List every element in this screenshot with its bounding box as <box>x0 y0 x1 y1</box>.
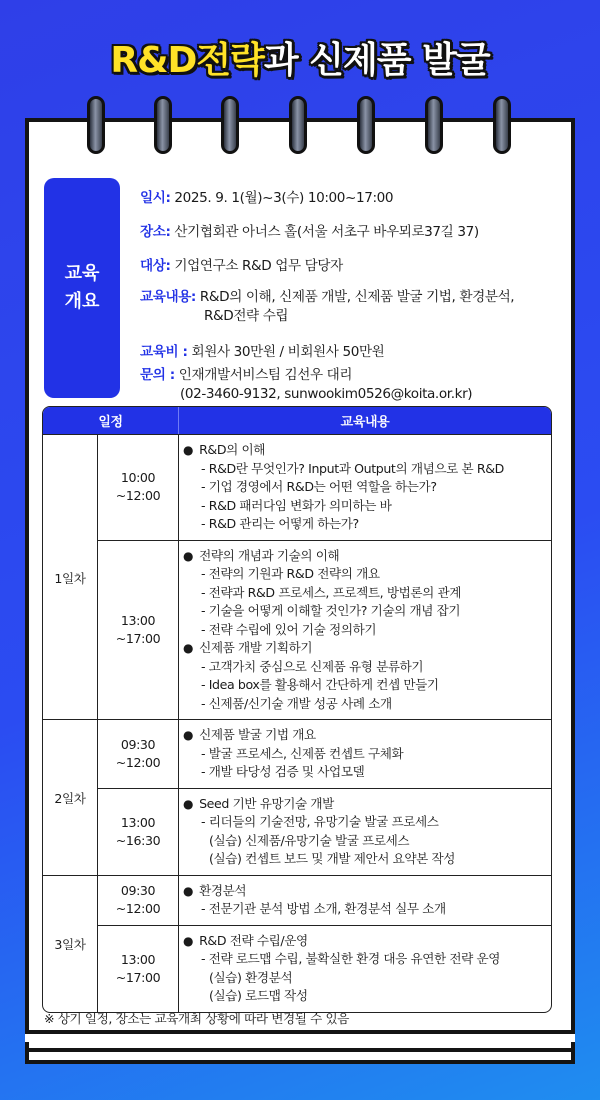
content-cell <box>179 719 551 788</box>
info-date-key: 일시: <box>140 190 171 206</box>
day-cell: 2일차 <box>43 719 98 875</box>
info-content-key: 교육내용: <box>140 289 196 305</box>
time-cell <box>98 719 179 788</box>
time-end: ~17:00 <box>115 630 161 646</box>
binder-ring-icon <box>425 96 443 154</box>
title-rest: 과 신제품 발굴 <box>263 40 490 81</box>
sub-item: - R&D 관리는 어떻게 하는가? <box>201 516 359 531</box>
header-schedule: 일정 <box>43 407 179 434</box>
sub-item: - 개발 타당성 검증 및 사업모델 <box>201 764 365 779</box>
overview-label-line2: 개요 <box>64 291 100 312</box>
sub-item: (실습) 컨셉트 보드 및 개발 제안서 요약본 작성 <box>209 851 456 866</box>
sub-item: - 전문기관 분석 방법 소개, 환경분석 실무 소개 <box>201 901 446 916</box>
sub-item: (실습) 환경분석 <box>209 969 293 985</box>
sub-item: - 리더들의 기술전망, 유망기술 발굴 프로세스 <box>201 814 439 829</box>
schedule-header-row <box>43 407 551 434</box>
info-fee-value: 회원사 30만원 / 비회원사 50만원 <box>187 344 385 360</box>
sub-item: - 고객가치 중심으로 신제품 유형 분류하기 <box>201 658 424 674</box>
time-cell <box>98 875 179 925</box>
notepad-page-edge-2 <box>25 1048 575 1052</box>
info-contact-value-1: 인재개발서비스팀 김선우 대리 <box>174 367 353 383</box>
bullet-item: ● 신제품 개발 기획하기 <box>183 639 543 658</box>
info-contact-value-2: (02-3460-9132, sunwookim0526@koita.or.kr) <box>180 386 473 402</box>
time-end: ~12:00 <box>115 901 161 916</box>
footnote: ※ 상기 일정, 장소는 교육개최 상황에 따라 변경될 수 있음 <box>44 1011 350 1026</box>
binder-ring-icon <box>154 96 172 154</box>
sub-item: - 전략과 R&D 프로세스, 프로젝트, 방법론의 관계 <box>201 584 462 600</box>
time-end: ~12:00 <box>115 488 161 504</box>
content-cell <box>179 925 551 1012</box>
content-cell <box>179 875 551 925</box>
sub-item: - 신제품/신기술 개발 성공 사례 소개 <box>201 695 392 711</box>
info-place-value: 산기협회관 아너스 홀(서울 서초구 바우뫼로37길 37) <box>170 224 479 240</box>
bullet-item: ● 신제품 발굴 기법 개요 <box>183 726 543 745</box>
table-row <box>43 925 551 1012</box>
info-contact <box>140 366 472 404</box>
notepad-page-edge <box>25 1030 575 1042</box>
schedule-table <box>42 406 552 1013</box>
sub-item: (실습) 로드맵 작성 <box>209 988 308 1003</box>
binder-ring-icon <box>87 96 105 154</box>
sub-item: - 전략 로드맵 수립, 불확실한 환경 대응 유연한 전략 운영 <box>201 951 501 966</box>
info-contact-key: 문의 : <box>140 367 175 383</box>
day-cell: 1일차 <box>43 434 98 719</box>
time-start: 13:00 <box>120 612 156 628</box>
bullet-item: ● Seed 기반 유망기술 개발 <box>183 795 543 814</box>
sub-item: - 전략의 기원과 R&D 전략의 개요 <box>201 566 380 581</box>
content-cell <box>179 540 551 720</box>
content-cell <box>179 434 551 540</box>
info-date <box>140 186 393 206</box>
sub-item: - 기술을 어떻게 이해할 것인가? 기술의 개념 잡기 <box>201 603 461 618</box>
time-start: 13:00 <box>120 951 156 967</box>
bullet-item: ● R&D 전략 수립/운영 <box>183 932 543 951</box>
binder-ring-icon <box>357 96 375 154</box>
info-place-key: 장소: <box>140 224 171 240</box>
page-title <box>0 32 600 83</box>
day-cell: 3일차 <box>43 875 98 1012</box>
binder-ring-icon <box>221 96 239 154</box>
table-row <box>43 719 551 788</box>
table-row <box>43 540 551 720</box>
time-start: 09:30 <box>120 736 156 752</box>
sub-item: - R&D 패러다임 변화가 의미하는 바 <box>201 497 392 513</box>
overview-label-line1: 교육 <box>64 263 100 284</box>
time-end: ~16:30 <box>115 832 161 848</box>
time-start: 09:30 <box>120 883 156 898</box>
info-content-value-2: R&D전략 수립 <box>204 308 289 324</box>
sub-item: - 전략 수립에 있어 기술 정의하기 <box>201 621 377 637</box>
info-target <box>140 254 343 274</box>
table-row <box>43 434 551 540</box>
time-cell <box>98 925 179 1012</box>
time-cell <box>98 788 179 875</box>
binder-ring-icon <box>289 96 307 154</box>
info-target-key: 대상: <box>140 258 171 274</box>
content-cell <box>179 788 551 875</box>
time-start: 13:00 <box>120 814 156 830</box>
table-row <box>43 788 551 875</box>
info-fee-key: 교육비 : <box>140 344 188 360</box>
sub-item: - Idea box를 활용해서 간단하게 컨셉 만들기 <box>201 677 439 692</box>
sub-item: (실습) 신제품/유망기술 발굴 프로세스 <box>209 832 410 848</box>
sub-item: - 발굴 프로세스, 신제품 컨셉트 구체화 <box>201 745 404 761</box>
table-row <box>43 875 551 925</box>
time-end: ~17:00 <box>115 969 161 985</box>
sub-item: - 기업 경영에서 R&D는 어떤 역할을 하는가? <box>201 479 437 494</box>
bullet-item: ● 전략의 개념과 기술의 이해 <box>183 547 543 566</box>
bullet-item: ● 환경분석 <box>183 882 543 901</box>
time-end: ~12:00 <box>115 754 161 770</box>
time-start: 10:00 <box>120 470 156 486</box>
info-fee <box>140 340 384 360</box>
time-cell <box>98 434 179 540</box>
bullet-item: ● R&D의 이해 <box>183 441 543 460</box>
title-highlight: R&D전략 <box>110 40 264 81</box>
sub-item: - R&D란 무엇인가? Input과 Output의 개념으로 본 R&D <box>201 460 504 476</box>
info-date-value: 2025. 9. 1(월)~3(수) 10:00~17:00 <box>170 190 394 206</box>
binder-ring-icon <box>493 96 511 154</box>
overview-label <box>44 178 120 398</box>
info-target-value: 기업연구소 R&D 업무 담당자 <box>170 258 343 274</box>
time-cell <box>98 540 179 720</box>
info-place <box>140 220 479 240</box>
header-content: 교육내용 <box>179 407 551 434</box>
info-content-value-1: R&D의 이해, 신제품 개발, 신제품 발굴 기법, 환경분석, <box>195 289 515 305</box>
info-content <box>140 288 514 326</box>
